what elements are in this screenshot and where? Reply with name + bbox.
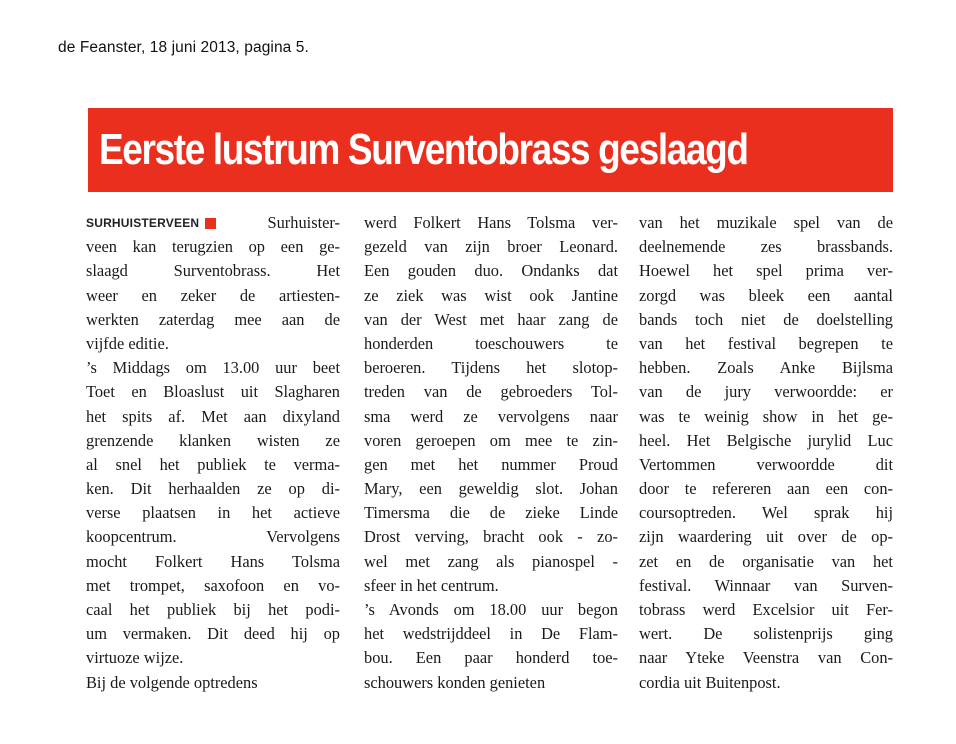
- article-line: wel met zang als pianospel -: [364, 551, 618, 571]
- article-line: ’s Middags om 13.00 uur beet: [86, 358, 340, 378]
- article-line: werd Folkert Hans Tolsma ver-: [364, 213, 618, 232]
- article-line: ken. Dit herhaalden ze op di-: [86, 479, 340, 499]
- article-line: Mary, een geweldig slot. Johan: [364, 479, 618, 499]
- article-line: het spits af. Met aan dixyland: [86, 406, 340, 426]
- article-line: voren geroepen om mee te zin-: [364, 430, 618, 450]
- article-line: Hoewel het spel prima ver-: [639, 261, 893, 281]
- article-column-3: [639, 211, 893, 695]
- article-line: Een gouden duo. Ondanks dat: [364, 261, 618, 281]
- dateline: SURHUISTERVEEN: [86, 216, 200, 230]
- article-line: koopcentrum. Vervolgens: [86, 527, 340, 547]
- article-line: Drost verving, bracht ook - zo-: [364, 527, 618, 547]
- dateline-bullet-icon: [205, 218, 216, 229]
- article-line: Toet en Bloaslust uit Slagharen: [86, 382, 340, 402]
- article-line: van het muzikale spel van de: [639, 213, 893, 232]
- article-headline: Eerste lustrum Surventobrass geslaagd: [99, 125, 748, 174]
- article-line: ze ziek was wist ook Jantine: [364, 285, 618, 305]
- article-line: Bij de volgende optredens: [86, 672, 258, 692]
- article-line: sma werd ze vervolgens naar: [364, 406, 618, 426]
- article-line-text: Surhuister-: [267, 213, 340, 232]
- article-line: vijfde editie.: [86, 333, 169, 353]
- article-line: van der West met haar zang de: [364, 309, 618, 329]
- article-line: treden van de gebroeders Tol-: [364, 382, 618, 402]
- article-line: met trompet, saxofoon en vo-: [86, 575, 340, 595]
- article-line: van het festival begrepen te: [639, 333, 893, 353]
- article-line: heel. Het Belgische jurylid Luc: [639, 430, 893, 450]
- article-column-1: [86, 211, 340, 695]
- article-line: gen met het nummer Proud: [364, 454, 618, 474]
- article-line: virtuoze wijze.: [86, 648, 184, 668]
- article-line: verse plaatsen in het actieve: [86, 503, 340, 523]
- article-line: Vertommen verwoordde dit: [639, 454, 893, 474]
- article-line: coursoptreden. Wel sprak hij: [639, 503, 893, 523]
- article-line: sfeer in het centrum.: [364, 575, 499, 595]
- article-line: caal het publiek bij het podi-: [86, 600, 340, 619]
- headline-banner: [88, 108, 893, 192]
- article-line: bands toch niet de doelstelling: [639, 309, 893, 329]
- article-line: gezeld van zijn broer Leonard.: [364, 237, 618, 257]
- article-line: ’s Avonds om 18.00 uur begon: [364, 600, 618, 619]
- article-line: schouwers konden genieten: [364, 672, 546, 692]
- article-line: honderden toeschouwers te: [364, 333, 618, 353]
- article-line: Timersma die de zieke Linde: [364, 503, 618, 523]
- article-line: hebben. Zoals Anke Bijlsma: [639, 358, 893, 378]
- article-line: zijn waardering uit over de op-: [639, 527, 893, 547]
- article-line: grenzende klanken wisten ze: [86, 430, 340, 450]
- article-line: [86, 211, 340, 235]
- article-line: slaagd Surventobrass. Het: [86, 261, 340, 281]
- article-line: werkten zaterdag mee aan de: [86, 309, 340, 329]
- article-line: van de jury verwoordde: er: [639, 382, 893, 402]
- article-line: veen kan terugzien op een ge-: [86, 237, 340, 257]
- article-line: mocht Folkert Hans Tolsma: [86, 551, 340, 571]
- article-column-2: [364, 211, 618, 695]
- article-line: beroeren. Tijdens het slotop-: [364, 358, 618, 378]
- article-line: zet en de organisatie van het: [639, 551, 893, 571]
- article-line: um vermaken. Dit deed hij op: [86, 624, 340, 644]
- article-line: was te weinig show in het ge-: [639, 406, 893, 426]
- article-line: naar Yteke Veenstra van Con-: [639, 648, 893, 668]
- article-line: het wedstrijddeel in De Flam-: [364, 624, 618, 644]
- source-citation: de Feanster, 18 juni 2013, pagina 5.: [58, 39, 309, 56]
- article-line: deelnemende zes brassbands.: [639, 237, 893, 257]
- article-line: cordia uit Buitenpost.: [639, 672, 781, 692]
- article-line: weer en zeker de artiesten-: [86, 285, 340, 305]
- article-line: festival. Winnaar van Surven-: [639, 575, 893, 595]
- article-line: wert. De solistenprijs ging: [639, 624, 893, 644]
- article-line: tobrass werd Excelsior uit Fer-: [639, 600, 893, 619]
- article-line: bou. Een paar honderd toe-: [364, 648, 618, 668]
- article-line: al snel het publiek te verma-: [86, 454, 340, 474]
- article-line: door te refereren aan een con-: [639, 479, 893, 499]
- article-line: zorgd was bleek een aantal: [639, 285, 893, 305]
